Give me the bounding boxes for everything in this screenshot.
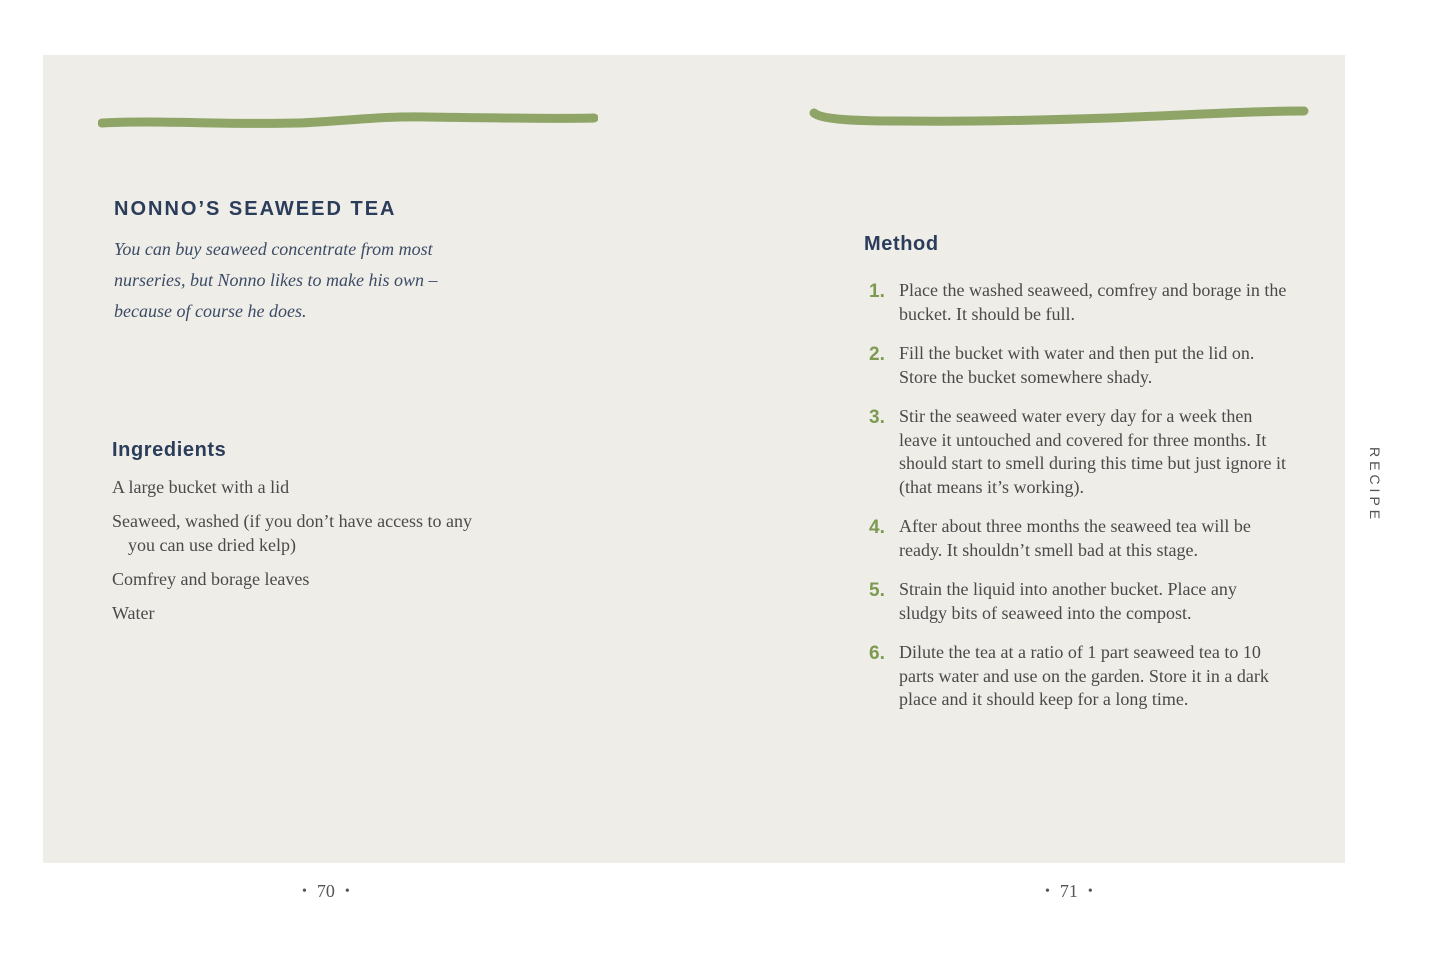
step-number: 2. xyxy=(869,344,885,365)
step-text: Dilute the tea at a ratio of 1 part seaweed tea to 10 parts water and use on the garden. Store it in a dark place and it should keep for a long time. xyxy=(899,642,1269,709)
folio-dot: • xyxy=(302,884,307,899)
brush-stroke-decoration xyxy=(98,107,598,137)
book-spread xyxy=(43,55,1345,863)
page-number-right xyxy=(1035,881,1103,902)
page-number-left xyxy=(292,881,360,902)
step-text: Fill the bucket with water and then put the lid on. Store the bucket somewhere shady. xyxy=(899,343,1255,387)
step-text: Place the washed seaweed, comfrey and borage in the bucket. It should be full. xyxy=(899,280,1287,324)
ingredient-item: Comfrey and borage leaves xyxy=(112,569,310,589)
recipe-title: NONNO’S SEAWEED TEA xyxy=(114,198,397,220)
step-text: Strain the liquid into another bucket. Place any sludgy bits of seaweed into the compost. xyxy=(899,579,1237,623)
folio-dot: • xyxy=(1045,884,1050,899)
step-number: 1. xyxy=(869,281,885,302)
ingredients-heading: Ingredients xyxy=(112,439,227,461)
method-step xyxy=(869,578,1289,625)
step-number: 3. xyxy=(869,407,885,428)
ingredient-item: Seaweed, washed (if you don’t have access to any you can use dried kelp) xyxy=(112,511,473,555)
step-text: After about three months the seaweed tea will be ready. It shouldn’t smell bad at this stage. xyxy=(899,516,1251,560)
page-number: 70 xyxy=(316,881,335,901)
method-step xyxy=(869,342,1289,389)
ingredients-list xyxy=(112,475,492,635)
step-number: 5. xyxy=(869,580,885,601)
method-step xyxy=(869,641,1289,712)
recipe-intro: You can buy seaweed concentrate from most nurseries, but Nonno likes to make his own – because of course he does. xyxy=(114,239,438,321)
brush-stroke-decoration xyxy=(809,101,1309,131)
method-step xyxy=(869,405,1289,499)
step-text: Stir the seaweed water every day for a week then leave it untouched and covered for three months. It should start to smell during this time but just ignore it (that means it’s working). xyxy=(899,406,1286,497)
section-tab-label: RECIPE xyxy=(1367,447,1383,524)
ingredient-item: Water xyxy=(112,603,155,623)
method-step xyxy=(869,515,1289,562)
step-number: 4. xyxy=(869,517,885,538)
folio-dot: • xyxy=(1087,884,1093,899)
step-number: 6. xyxy=(869,643,885,664)
page-number: 71 xyxy=(1059,881,1078,901)
method-steps xyxy=(869,279,1289,728)
method-heading: Method xyxy=(864,233,939,255)
folio-dot: • xyxy=(344,884,350,899)
method-step xyxy=(869,279,1289,326)
ingredient-item: A large bucket with a lid xyxy=(112,477,290,497)
